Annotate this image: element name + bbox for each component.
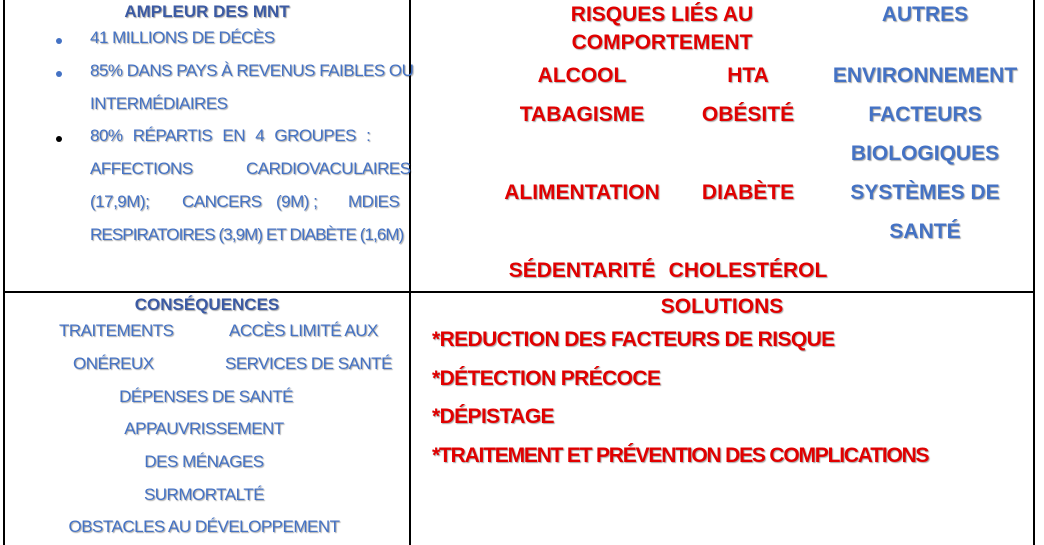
risk-factor: HTA [727,64,769,87]
ampleur-item: 80% RÉPARTIS EN 4 GROUPES : [90,126,371,145]
risk-factor: OBÉSITÉ [701,103,795,126]
ampleur-title: AMPLEUR DES MNT [124,2,290,21]
risk-factor: SÉDENTARITÉ [508,259,656,282]
solution-item: *DÉTECTION PRÉCOCE [432,367,661,390]
table-border-right [1033,0,1035,545]
ampleur-item: AFFECTIONS [90,159,193,178]
bullet-icon [56,136,62,142]
ampleur-item: (9M) ; [276,192,318,211]
solutions-title: SOLUTIONS [660,295,784,318]
solution-item: *TRAITEMENT ET PRÉVENTION DES COMPLICATIONS [432,444,929,467]
consequence-item: ONÉREUX [73,354,154,373]
consequence-item: APPAUVRISSEMENT [124,419,284,438]
autres-item: ENVIRONNEMENT [832,64,1018,87]
ampleur-item: 41 MILLIONS DE DÉCÈS [90,28,275,47]
consequence-item: SERVICES DE SANTÉ [225,354,392,373]
ampleur-item: MDIES [348,192,400,211]
ampleur-item: INTERMÉDIAIRES [90,94,228,113]
consequences-title: CONSÉQUENCES [134,295,280,314]
solution-item: *REDUCTION DES FACTEURS DE RISQUE [432,328,835,351]
risk-factor: CHOLESTÉROL [668,259,828,282]
autres-item: SANTÉ [889,220,961,243]
risques-title: RISQUES LIÉS AU [570,3,754,26]
risk-factor: DIABÈTE [701,181,795,204]
table-border-row [3,291,1035,293]
consequence-item: OBSTACLES AU DÉVELOPPEMENT [68,517,340,536]
consequence-item: DÉPENSES DE SANTÉ [119,387,293,406]
ampleur-item: RESPIRATOIRES (3,9M) ET DIABÈTE (1,6M) [90,225,404,244]
bullet-icon [56,71,62,77]
autres-item: SYSTÈMES DE [850,181,1000,204]
autres-item: BIOLOGIQUES [850,142,1000,165]
risk-factor: ALCOOL [537,64,627,87]
bullet-icon [56,38,62,44]
ampleur-item: CANCERS [182,192,262,211]
risques-title: COMPORTEMENT [571,31,753,54]
autres-title: AUTRES [881,3,969,26]
ampleur-item: (17,9M); [90,192,150,211]
consequence-item: DES MÉNAGES [144,452,264,471]
table-border-middle [409,0,411,545]
solution-item: *DÉPISTAGE [432,405,554,428]
ampleur-item: 85% DANS PAYS À REVENUS FAIBLES OU [90,61,414,80]
risk-factor: ALIMENTATION [504,181,660,204]
ampleur-item: CARDIOVACULAIRES [246,159,411,178]
table-border-left [3,0,5,545]
consequence-item: SURMORTALTÉ [143,485,265,504]
consequence-item: TRAITEMENTS [59,321,174,340]
consequence-item: ACCÈS LIMITÉ AUX [229,321,378,340]
autres-item: FACTEURS [868,103,982,126]
risk-factor: TABAGISME [519,103,645,126]
